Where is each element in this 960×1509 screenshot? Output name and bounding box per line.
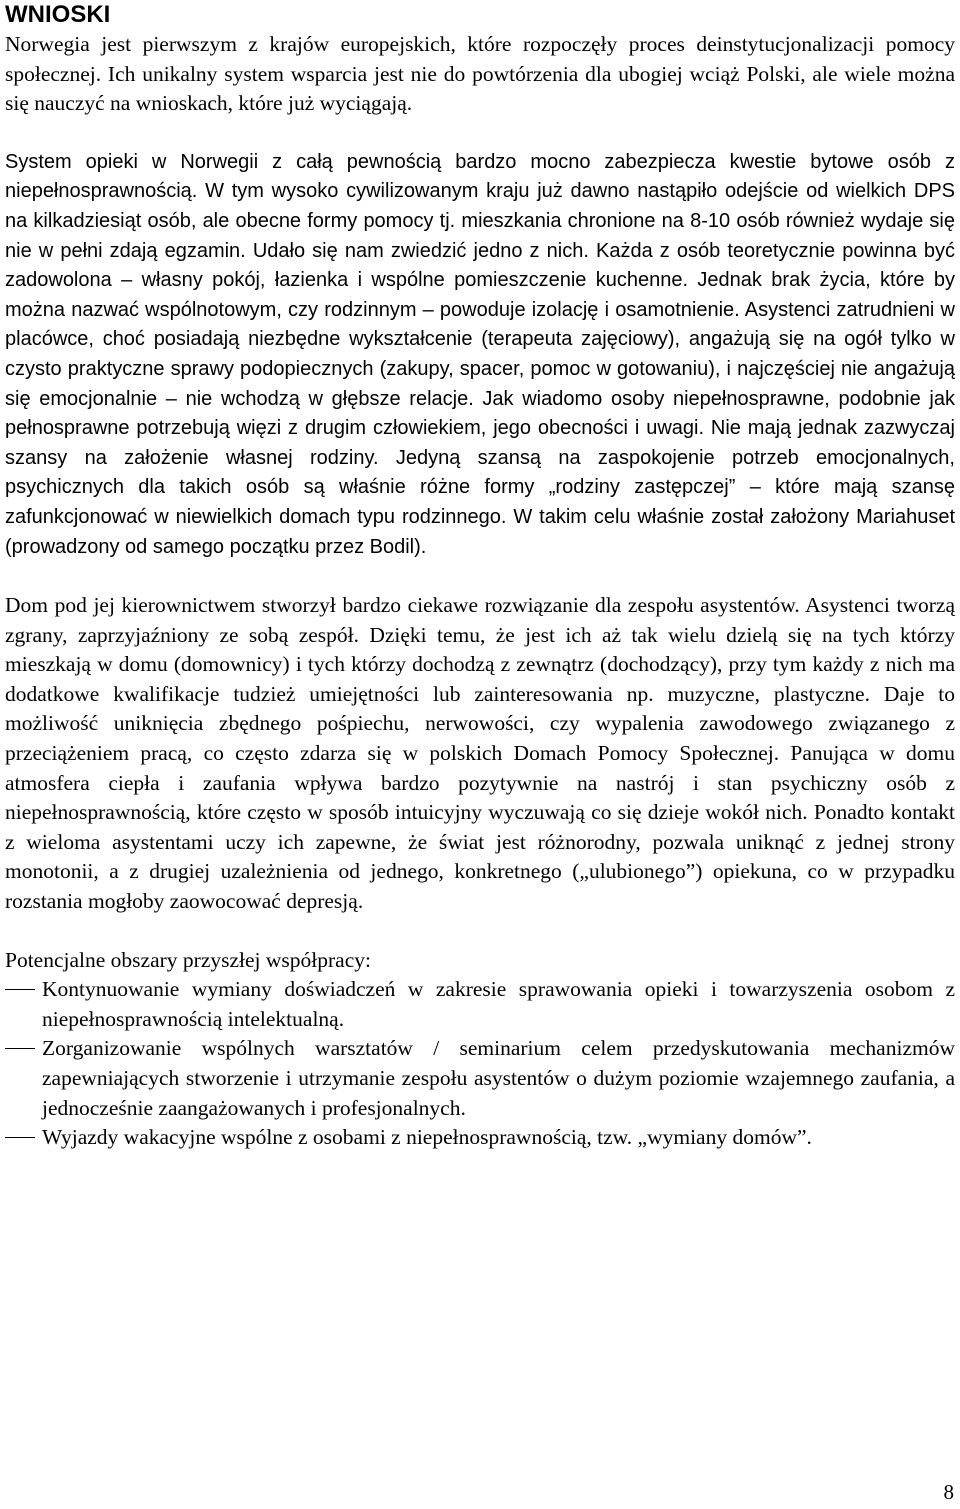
list-item [5, 1034, 955, 1123]
document-page [5, 0, 955, 1153]
list-item-text: Wyjazdy wakacyjne wspólne z osobami z niepełnosprawnością, tzw. „wymiany domów”. [42, 1125, 812, 1150]
cooperation-list [5, 975, 955, 1153]
page-number: 8 [943, 1480, 954, 1504]
dash-bullet-icon [5, 1137, 35, 1138]
paragraph-intro: Norwegia jest pierwszym z krajów europejskich, które rozpoczęły proces deinstytucjonalizacji pomocy społecznej. Ich unikalny system wsparcia jest nie do powtórzenia dla ubogiej wciąż Polski, ale wiele można się nauczyć na wnioskach, które już wyciągają. [5, 32, 955, 116]
paragraph-gap [5, 562, 955, 591]
cooperation-intro: Potencjalne obszary przyszłej współpracy: [5, 947, 371, 972]
list-item-text: Zorganizowanie wspólnych warsztatów / seminarium celem przedyskutowania mechanizmów zapewniających stworzenie i utrzymanie zespołu asystentów o dużym poziomie wzajemnego zaufania, a jednocześnie zaangażowanych i profesjonalnych. [42, 1036, 955, 1120]
list-item-text: Kontynuowanie wymiany doświadczeń w zakresie sprawowania opieki i towarzyszenia osobom z niepełnosprawnością intelektualną. [42, 977, 955, 1031]
paragraph-gap [5, 119, 955, 148]
list-item [5, 975, 955, 1034]
section-heading: WNIOSKI [5, 1, 111, 28]
paragraph-norway-care-system: System opieki w Norwegii z całą pewnością bardzo mocno zabezpiecza kwestie bytowe osób z niepełnosprawnością. W tym wysoko cywilizowanym kraju już dawno nastąpiło odejście od wielkich DPS na kilkadziesiąt osób, ale obecne formy pomocy tj. mieszkania chronione na 8-10 osób również wydaje się nie w pełni zdają egzamin. Udało się nam zwiedzić jedno z nich. Każda z osób teoretycznie powinna być zadowolona – własny pokój, łazienka i wspólne pomieszczenie kuchenne. Jednak brak życia, które by można nazwać wspólnotowym, czy rodzinnym – powoduje izolację i osamotnienie. Asystenci zatrudnieni w placówce, choć posiadają niezbędne wykształcenie (terapeuta zajęciowy), angażują się na ogół tylko w czysto praktyczne sprawy podopiecznych (zakupy, spacer, pomoc w gotowaniu), i najczęściej nie angażują się emocjonalnie – nie wchodzą w głębsze relacje. Jak wiadomo osoby niepełnosprawne, podobnie jak pełnosprawne potrzebują więzi z drugim człowiekiem, jego obecności i uwagi. Nie mają jednak zazwyczaj szansy na założenie własnej rodziny. Jedyną szansą na zaspokojenie potrzeb emocjonalnych, psychicznych dla takich osób są właśnie różne formy „rodziny zastępczej” – które mają szansę zafunkcjonować w niewielkich domach typu rodzinnego. W takim celu właśnie został założony Mariahuset (prowadzony od samego początku przez Bodil). [5, 150, 955, 558]
dash-bullet-icon [5, 1048, 35, 1049]
dash-bullet-icon [5, 989, 35, 990]
list-item [5, 1123, 955, 1153]
paragraph-gap [5, 917, 955, 946]
paragraph-assistants-team: Dom pod jej kierownictwem stworzył bardzo ciekawe rozwiązanie dla zespołu asystentów. Asystenci tworzą zgrany, zaprzyjaźniony ze sobą zespół. Dzięki temu, że jest ich aż tak wielu dzielą się na tych którzy mieszkają w domu (domownicy) i tych którzy dochodzą z zewnątrz (dochodzący), przy tym każdy z nich ma dodatkowe kwalifikacje tudzież umiejętności lub zainteresowania np. muzyczne, plastyczne. Daje to możliwość uniknięcia zbędnego pośpiechu, nerwowości, czy wypalenia zawodowego związanego z przeciążeniem pracą, co często zdarza się w polskich Domach Pomocy Społecznej. Panująca w domu atmosfera ciepła i zaufania wpływa bardzo pozytywnie na nastrój i stan psychiczny osób z niepełnosprawnością, które często w sposób intuicyjny wyczuwają co się dzieje wokół nich. Ponadto kontakt z wieloma asystentami uczy ich zapewne, że świat jest różnorodny, pozwala uniknąć z jednej strony monotonii, a z drugiej uzależnienia od jednego, konkretnego („ulubionego”) opiekuna, co w przypadku rozstania mogłoby zaowocować depresją. [5, 593, 955, 914]
